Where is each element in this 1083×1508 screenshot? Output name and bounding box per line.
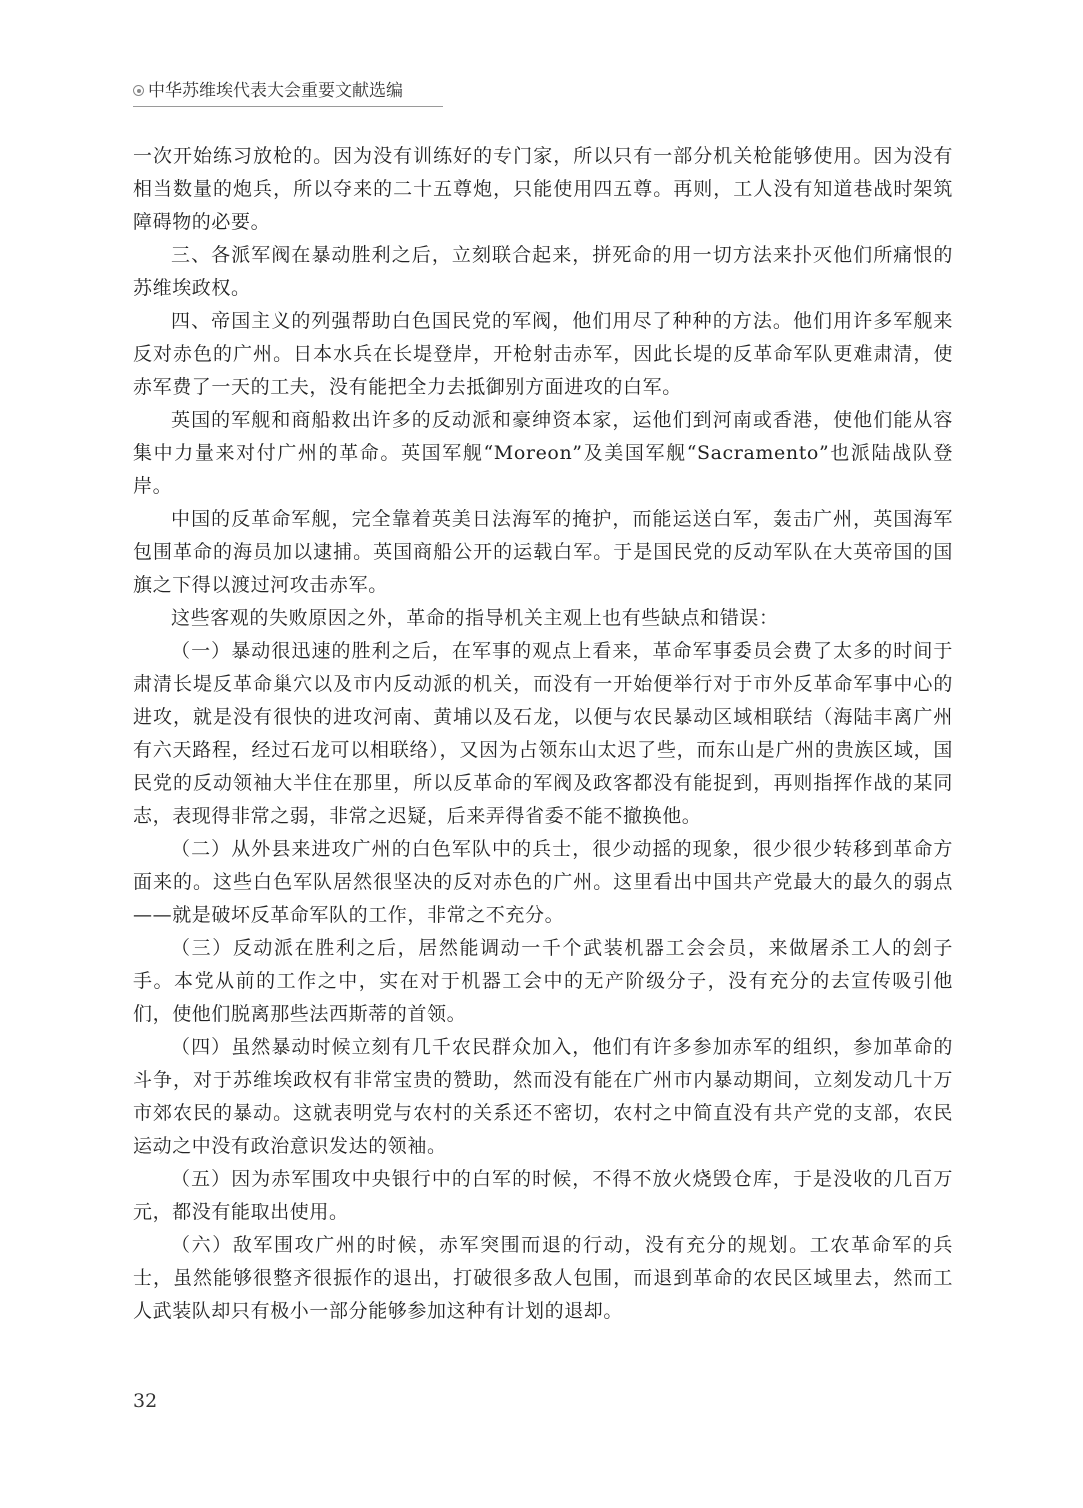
- paragraph: （四）虽然暴动时候立刻有几千农民群众加入，他们有许多参加赤军的组织，参加革命的斗争，对于苏维埃政权有非常宝贵的赞助，然而没有能在广州市内暴动期间，立刻发动几十万市郊农民的暴动。这就表明党与农村的关系还不密切，农村之中简直没有共产党的支部，农民运动之中没有政治意识发达的领袖。: [133, 1036, 953, 1157]
- header-bullet-icon: [133, 85, 144, 96]
- page-body: [133, 140, 953, 1328]
- running-header: [133, 80, 443, 107]
- page-number: 32: [133, 1390, 158, 1412]
- paragraph: 中国的反革命军舰，完全靠着英美日法海军的掩护，而能运送白军，轰击广州，英国海军包围革命的海员加以逮捕。英国商船公开的运载白军。于是国民党的反动军队在大英帝国的国旗之下得以渡过河攻击赤军。: [133, 508, 953, 596]
- paragraph: （六）敌军围攻广州的时候，赤军突围而退的行动，没有充分的规划。工农革命军的兵士，虽然能够很整齐很振作的退出，打破很多敌人包围，而退到革命的农民区域里去，然而工人武装队却只有极小一部分能够参加这种有计划的退却。: [133, 1234, 953, 1322]
- paragraph: （一）暴动很迅速的胜利之后，在军事的观点上看来，革命军事委员会费了太多的时间于肃清长堤反革命巢穴以及市内反动派的机关，而没有一开始便举行对于市外反革命军事中心的进攻，就是没有很快的进攻河南、黄埔以及石龙，以便与农民暴动区域相联结（海陆丰离广州有六天路程，经过石龙可以相联络），又因为占领东山太迟了些，而东山是广州的贵族区域，国民党的反动领袖大半住在那里，所以反革命的军阀及政客都没有能捉到，再则指挥作战的某同志，表现得非常之弱，非常之迟疑，后来弄得省委不能不撤换他。: [133, 640, 953, 827]
- paragraph: 四、帝国主义的列强帮助白色国民党的军阀，他们用尽了种种的方法。他们用许多军舰来反对赤色的广州。日本水兵在长堤登岸，开枪射击赤军，因此长堤的反革命军队更难肃清，使赤军费了一天的工夫，没有能把全力去抵御别方面进攻的白军。: [133, 310, 953, 398]
- paragraph: 英国的军舰和商船救出许多的反动派和豪绅资本家，运他们到河南或香港，使他们能从容集中力量来对付广州的革命。英国军舰“Moreon”及美国军舰“Sacramento”也派陆战队登岸。: [133, 409, 953, 497]
- paragraph: （二）从外县来进攻广州的白色军队中的兵士，很少动摇的现象，很少很少转移到革命方面来的。这些白色军队居然很坚决的反对赤色的广州。这里看出中国共产党最大的最久的弱点——就是破坏反革命军队的工作，非常之不充分。: [133, 838, 953, 926]
- paragraph-continued: 一次开始练习放枪的。因为没有训练好的专门家，所以只有一部分机关枪能够使用。因为没有相当数量的炮兵，所以夺来的二十五尊炮，只能使用四五尊。再则，工人没有知道巷战时架筑障碍物的必要。: [133, 145, 953, 233]
- paragraph: 三、各派军阀在暴动胜利之后，立刻联合起来，拼死命的用一切方法来扑灭他们所痛恨的苏维埃政权。: [133, 244, 953, 299]
- book-title: 中华苏维埃代表大会重要文献选编: [148, 81, 403, 101]
- paragraph: 这些客观的失败原因之外，革命的指导机关主观上也有些缺点和错误：: [171, 607, 779, 629]
- paragraph: （三）反动派在胜利之后，居然能调动一千个武装机器工会会员，来做屠杀工人的刽子手。本党从前的工作之中，实在对于机器工会中的无产阶级分子，没有充分的去宣传吸引他们，使他们脱离那些法西斯蒂的首领。: [133, 937, 953, 1025]
- paragraph: （五）因为赤军围攻中央银行中的白军的时候，不得不放火烧毁仓库，于是没收的几百万元，都没有能取出使用。: [133, 1168, 953, 1223]
